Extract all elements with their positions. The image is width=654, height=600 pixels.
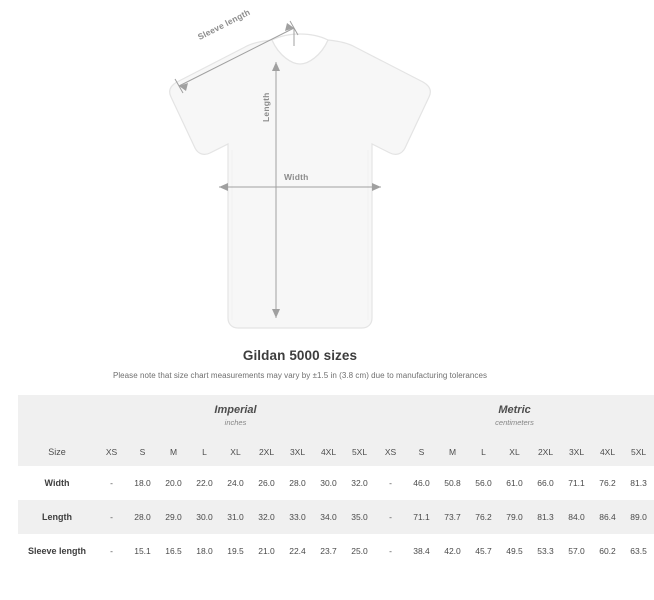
cell-length-imperial-l: 30.0 bbox=[189, 500, 220, 534]
cell-width-metric-4xl: 76.2 bbox=[592, 466, 623, 500]
cell-length-imperial-5xl: 35.0 bbox=[344, 500, 375, 534]
cell-sleeve-metric-5xl: 63.5 bbox=[623, 534, 654, 568]
row-label-sleeve-length: Sleeve length bbox=[18, 534, 96, 568]
cell-sleeve-imperial-s: 15.1 bbox=[127, 534, 158, 568]
cell-sleeve-imperial-4xl: 23.7 bbox=[313, 534, 344, 568]
unit-header-corner bbox=[18, 395, 96, 438]
size-header-metric-l: L bbox=[468, 438, 499, 466]
size-header-metric-s: S bbox=[406, 438, 437, 466]
size-header-metric-3xl: 3XL bbox=[561, 438, 592, 466]
size-header-imperial-xs: XS bbox=[96, 438, 127, 466]
cell-width-metric-xl: 61.0 bbox=[499, 466, 530, 500]
cell-width-metric-xs: - bbox=[375, 466, 406, 500]
cell-width-metric-3xl: 71.1 bbox=[561, 466, 592, 500]
title-block bbox=[0, 348, 600, 380]
cell-length-metric-s: 71.1 bbox=[406, 500, 437, 534]
size-header-imperial-m: M bbox=[158, 438, 189, 466]
cell-sleeve-imperial-l: 18.0 bbox=[189, 534, 220, 568]
size-header-metric-5xl: 5XL bbox=[623, 438, 654, 466]
cell-length-metric-2xl: 81.3 bbox=[530, 500, 561, 534]
tolerance-note: Please note that size chart measurements may vary by ±1.5 in (3.8 cm) due to manufacturing tolerances bbox=[112, 371, 488, 380]
size-table bbox=[18, 395, 654, 568]
cell-length-imperial-s: 28.0 bbox=[127, 500, 158, 534]
size-header-imperial-s: S bbox=[127, 438, 158, 466]
cell-width-imperial-xs: - bbox=[96, 466, 127, 500]
cell-width-imperial-4xl: 30.0 bbox=[313, 466, 344, 500]
cell-width-metric-l: 56.0 bbox=[468, 466, 499, 500]
unit-group-metric bbox=[375, 395, 654, 438]
cell-sleeve-imperial-5xl: 25.0 bbox=[344, 534, 375, 568]
cell-length-imperial-m: 29.0 bbox=[158, 500, 189, 534]
size-header-imperial-2xl: 2XL bbox=[251, 438, 282, 466]
unit-group-imperial-name: Imperial bbox=[214, 404, 257, 417]
cell-width-imperial-3xl: 28.0 bbox=[282, 466, 313, 500]
cell-length-imperial-2xl: 32.0 bbox=[251, 500, 282, 534]
length-label: Length bbox=[261, 92, 271, 122]
size-header-metric-4xl: 4XL bbox=[592, 438, 623, 466]
unit-group-metric-name: Metric bbox=[498, 404, 531, 417]
cell-sleeve-metric-xl: 49.5 bbox=[499, 534, 530, 568]
cell-sleeve-metric-3xl: 57.0 bbox=[561, 534, 592, 568]
cell-length-metric-3xl: 84.0 bbox=[561, 500, 592, 534]
size-header-metric-2xl: 2XL bbox=[530, 438, 561, 466]
cell-width-imperial-5xl: 32.0 bbox=[344, 466, 375, 500]
cell-sleeve-imperial-xs: - bbox=[96, 534, 127, 568]
cell-length-imperial-4xl: 34.0 bbox=[313, 500, 344, 534]
cell-sleeve-metric-4xl: 60.2 bbox=[592, 534, 623, 568]
cell-length-metric-m: 73.7 bbox=[437, 500, 468, 534]
cell-width-metric-2xl: 66.0 bbox=[530, 466, 561, 500]
cell-width-imperial-2xl: 26.0 bbox=[251, 466, 282, 500]
unit-header-row bbox=[18, 395, 654, 438]
sleeve-length-label: Sleeve length bbox=[196, 6, 252, 42]
cell-sleeve-metric-s: 38.4 bbox=[406, 534, 437, 568]
page-title: Gildan 5000 sizes bbox=[242, 348, 358, 363]
size-header-imperial-4xl: 4XL bbox=[313, 438, 344, 466]
size-header-imperial-l: L bbox=[189, 438, 220, 466]
cell-length-imperial-3xl: 33.0 bbox=[282, 500, 313, 534]
unit-group-imperial-sub: inches bbox=[224, 418, 247, 428]
size-header-label: Size bbox=[18, 438, 96, 466]
size-header-imperial-xl: XL bbox=[220, 438, 251, 466]
size-header-imperial-5xl: 5XL bbox=[344, 438, 375, 466]
cell-sleeve-imperial-2xl: 21.0 bbox=[251, 534, 282, 568]
cell-width-metric-m: 50.8 bbox=[437, 466, 468, 500]
table-row bbox=[18, 534, 654, 568]
cell-width-imperial-xl: 24.0 bbox=[220, 466, 251, 500]
cell-length-imperial-xs: - bbox=[96, 500, 127, 534]
cell-width-imperial-s: 18.0 bbox=[127, 466, 158, 500]
cell-sleeve-metric-l: 45.7 bbox=[468, 534, 499, 568]
cell-sleeve-imperial-3xl: 22.4 bbox=[282, 534, 313, 568]
size-header-metric-xs: XS bbox=[375, 438, 406, 466]
table-row bbox=[18, 466, 654, 500]
cell-width-metric-s: 46.0 bbox=[406, 466, 437, 500]
cell-sleeve-imperial-xl: 19.5 bbox=[220, 534, 251, 568]
cell-width-imperial-m: 20.0 bbox=[158, 466, 189, 500]
cell-sleeve-metric-2xl: 53.3 bbox=[530, 534, 561, 568]
size-header-row bbox=[18, 438, 654, 466]
cell-width-metric-5xl: 81.3 bbox=[623, 466, 654, 500]
unit-group-imperial bbox=[96, 395, 375, 438]
row-label-length: Length bbox=[18, 500, 96, 534]
size-table-wrap bbox=[18, 395, 647, 568]
cell-length-metric-4xl: 86.4 bbox=[592, 500, 623, 534]
size-header-metric-xl: XL bbox=[499, 438, 530, 466]
cell-sleeve-metric-m: 42.0 bbox=[437, 534, 468, 568]
table-row bbox=[18, 500, 654, 534]
width-label: Width bbox=[284, 172, 309, 182]
cell-length-imperial-xl: 31.0 bbox=[220, 500, 251, 534]
size-header-metric-m: M bbox=[437, 438, 468, 466]
row-label-width: Width bbox=[18, 466, 96, 500]
cell-sleeve-metric-xs: - bbox=[375, 534, 406, 568]
cell-width-imperial-l: 22.0 bbox=[189, 466, 220, 500]
size-header-imperial-3xl: 3XL bbox=[282, 438, 313, 466]
cell-sleeve-imperial-m: 16.5 bbox=[158, 534, 189, 568]
unit-group-metric-sub: centimeters bbox=[495, 418, 534, 428]
cell-length-metric-5xl: 89.0 bbox=[623, 500, 654, 534]
cell-length-metric-xs: - bbox=[375, 500, 406, 534]
cell-length-metric-xl: 79.0 bbox=[499, 500, 530, 534]
cell-length-metric-l: 76.2 bbox=[468, 500, 499, 534]
